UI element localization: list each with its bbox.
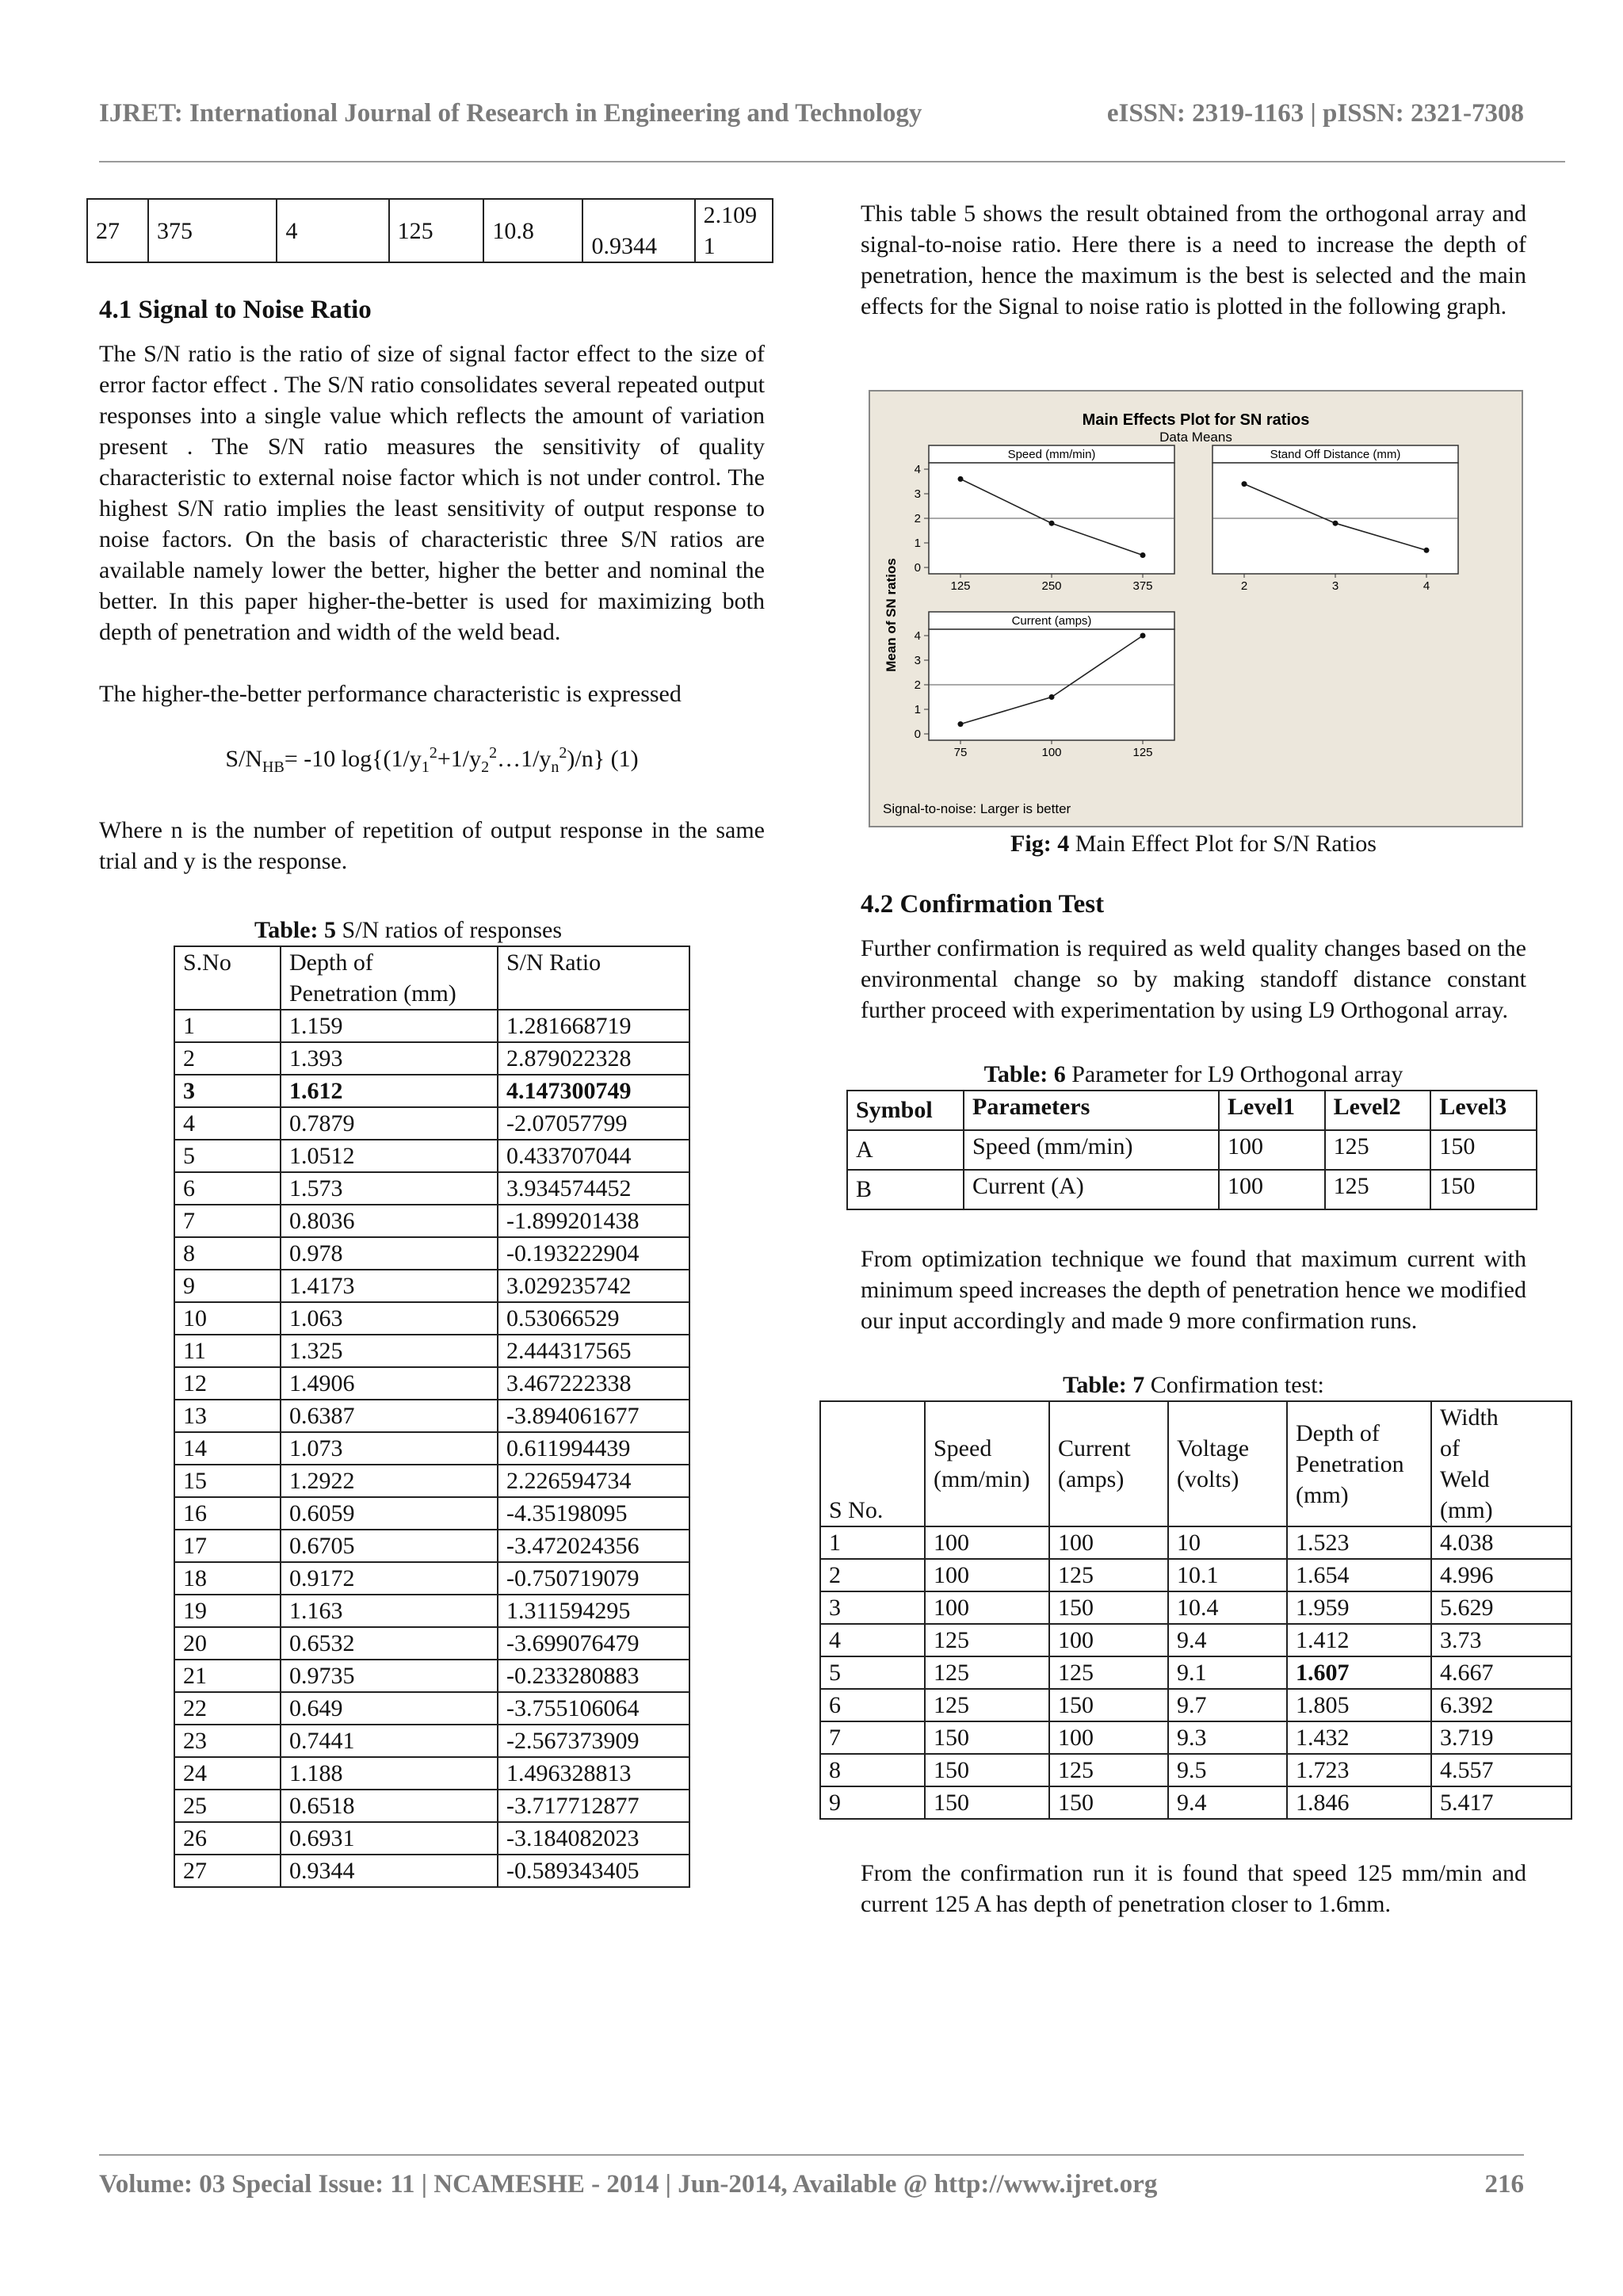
table-cell: 0.6387 <box>281 1400 498 1432</box>
table-cell: -3.717712877 <box>498 1790 689 1822</box>
table-cell: 4 <box>174 1107 281 1140</box>
table-cell: 0.53066529 <box>498 1302 689 1335</box>
x-tick-label: 125 <box>1132 746 1153 759</box>
table-row <box>174 1010 689 1042</box>
table-row <box>87 199 773 262</box>
y-tick-label: 4 <box>914 629 921 643</box>
table-cell: 8 <box>174 1237 281 1270</box>
table-cell: 26 <box>174 1822 281 1855</box>
table-row <box>174 1075 689 1107</box>
table-cell: 10.8 <box>483 199 582 262</box>
table-cell: -0.233280883 <box>498 1660 689 1692</box>
data-point <box>1424 548 1430 553</box>
table6-caption: Table: 6 Parameter for L9 Orthogonal array <box>983 1061 1403 1087</box>
table-cell: 125 <box>1049 1559 1168 1591</box>
table-row <box>174 1660 689 1692</box>
table-cell: 23 <box>174 1725 281 1757</box>
table-cell: 9 <box>174 1270 281 1302</box>
table-cell: 12 <box>174 1367 281 1400</box>
table5 <box>174 946 690 1888</box>
page-number: 216 <box>1484 2170 1524 2199</box>
table-cell: 21 <box>174 1660 281 1692</box>
table-cell: 1 <box>174 1010 281 1042</box>
section-heading-4-2: 4.2 Confirmation Test <box>861 890 1105 919</box>
table-cell: 1.311594295 <box>498 1595 689 1627</box>
table-row <box>174 1335 689 1367</box>
table-cell: 4.557 <box>1431 1754 1571 1786</box>
y-tick-label: 1 <box>914 703 921 716</box>
table-row <box>174 1725 689 1757</box>
table-header: Depth of Penetration (mm) <box>281 946 498 1010</box>
table-cell: 1.393 <box>281 1042 498 1075</box>
table-cell: 150 <box>1049 1786 1168 1819</box>
footer-rule <box>99 2154 1524 2156</box>
table-cell: 7 <box>820 1721 925 1754</box>
table-cell: 150 <box>925 1721 1049 1754</box>
table-cell: 0.6705 <box>281 1530 498 1562</box>
table-cell: 1.496328813 <box>498 1757 689 1790</box>
table-cell: 5.417 <box>1431 1786 1571 1819</box>
table-cell: -2.567373909 <box>498 1725 689 1757</box>
table-cell: 2.879022328 <box>498 1042 689 1075</box>
paragraph: The higher-the-better performance characteristic is expressed <box>99 681 682 707</box>
table-row <box>174 1107 689 1140</box>
table-cell: 125 <box>1049 1754 1168 1786</box>
table-cell: 1.325 <box>281 1335 498 1367</box>
table-cell: 150 <box>1049 1591 1168 1624</box>
table-cell: 100 <box>925 1559 1049 1591</box>
data-point <box>1049 694 1055 700</box>
table-cell: 1.805 <box>1287 1689 1431 1721</box>
table-cell: 1.159 <box>281 1010 498 1042</box>
y-tick-label: 2 <box>914 512 921 525</box>
table-cell: -0.193222904 <box>498 1237 689 1270</box>
x-tick-label: 2 <box>1240 579 1248 593</box>
table-cell: 11 <box>174 1335 281 1367</box>
table-cell: 9.4 <box>1168 1786 1287 1819</box>
table-row <box>174 1400 689 1432</box>
table-header: S.No <box>174 946 281 1010</box>
table-cell: 24 <box>174 1757 281 1790</box>
table-cell: 1.4173 <box>281 1270 498 1302</box>
table-cell: 4.147300749 <box>498 1075 689 1107</box>
table-cell: 5 <box>820 1656 925 1689</box>
table-cell: 0.649 <box>281 1692 498 1725</box>
table-row: A Speed (mm/min) 100 125 150 <box>847 1130 1537 1170</box>
table-header: Level3 <box>1430 1091 1537 1130</box>
y-tick-label: 3 <box>914 654 921 667</box>
table-cell: 1.281668719 <box>498 1010 689 1042</box>
table-cell: 14 <box>174 1432 281 1465</box>
table-row <box>174 1140 689 1172</box>
table-cell: 125 <box>1049 1656 1168 1689</box>
table-cell: 4.038 <box>1431 1526 1571 1559</box>
table-cell: 0.9344 <box>582 199 694 262</box>
table-row <box>174 1172 689 1205</box>
table-row <box>174 1432 689 1465</box>
table-header: Parameters <box>964 1091 1219 1130</box>
y-axis-label: Mean of SN ratios <box>884 558 899 672</box>
table-cell: 1.432 <box>1287 1721 1431 1754</box>
table-cell: 15 <box>174 1465 281 1497</box>
table-cell: 2.226594734 <box>498 1465 689 1497</box>
right-column-lower <box>829 828 1526 1920</box>
table-cell: 10 <box>174 1302 281 1335</box>
table-cell: 100 <box>925 1591 1049 1624</box>
chart-svg <box>870 392 1522 826</box>
journal-title: IJRET: International Journal of Research in Engineering and Technology <box>99 99 922 128</box>
paragraph: From the confirmation run it is found that speed 125 mm/min and current 125 A has depth of penetration closer to 1.6mm. <box>861 1860 1526 1917</box>
table-cell: 375 <box>148 199 277 262</box>
table-row <box>820 1721 1571 1754</box>
data-point <box>1140 633 1146 639</box>
table-cell: 1.573 <box>281 1172 498 1205</box>
table-cell: 0.9344 <box>281 1855 498 1887</box>
table-cell: 6.392 <box>1431 1689 1571 1721</box>
table-cell: 5 <box>174 1140 281 1172</box>
table-cell: 1.2922 <box>281 1465 498 1497</box>
table-row <box>820 1689 1571 1721</box>
table-header: Width of Weld (mm) <box>1431 1401 1571 1526</box>
table-cell: 20 <box>174 1627 281 1660</box>
data-point <box>1140 552 1146 558</box>
table7-caption: Table: 7 Confirmation test: <box>1063 1372 1324 1398</box>
panel-label: Stand Off Distance (mm) <box>1270 448 1401 461</box>
table-cell: 1.723 <box>1287 1754 1431 1786</box>
table-cell: 2.444317565 <box>498 1335 689 1367</box>
table-cell: 125 <box>925 1656 1049 1689</box>
table-cell: 10.1 <box>1168 1559 1287 1591</box>
table-cell: 0.6518 <box>281 1790 498 1822</box>
table-cell: 7 <box>174 1205 281 1237</box>
table-header-row <box>174 946 689 1010</box>
x-tick-label: 100 <box>1041 746 1062 759</box>
table-cell: -3.699076479 <box>498 1627 689 1660</box>
data-point <box>1049 521 1055 526</box>
table-row <box>820 1786 1571 1819</box>
table-cell: 17 <box>174 1530 281 1562</box>
section-heading-4-1: 4.1 Signal to Noise Ratio <box>99 296 372 324</box>
table-row <box>174 1270 689 1302</box>
paragraph: From optimization technique we found that maximum current with minimum speed increases the depth of penetration hence we modified our input accordingly and made 9 more confirmation runs. <box>861 1246 1526 1334</box>
table-cell: 2 <box>174 1042 281 1075</box>
x-tick-label: 375 <box>1132 579 1153 593</box>
table-header-row <box>820 1401 1571 1526</box>
table7 <box>819 1400 1572 1820</box>
paragraph: Where n is the number of repetition of output response in the same trial and y is the response. <box>99 817 765 874</box>
paragraph: Further confirmation is required as weld quality changes based on the environmental change so by making standoff distance constant further proceed with experimentation by using L9 Orthogonal array. <box>861 935 1526 1023</box>
table-row <box>174 1497 689 1530</box>
table-cell: 1.0512 <box>281 1140 498 1172</box>
table-header: Level2 <box>1325 1091 1431 1130</box>
table-row <box>174 1562 689 1595</box>
table-header: S/N Ratio <box>498 946 689 1010</box>
table-cell: 3.934574452 <box>498 1172 689 1205</box>
data-point <box>1333 521 1338 526</box>
table-cell: 16 <box>174 1497 281 1530</box>
y-tick-label: 3 <box>914 487 921 501</box>
y-tick-label: 1 <box>914 537 921 550</box>
table-cell: 4.996 <box>1431 1559 1571 1591</box>
table-header: Speed (mm/min) <box>925 1401 1049 1526</box>
table-cell: 9.1 <box>1168 1656 1287 1689</box>
table-cell: 1.412 <box>1287 1624 1431 1656</box>
table-cell: 0.9172 <box>281 1562 498 1595</box>
header-rule <box>99 161 1565 162</box>
table-cell: 1.654 <box>1287 1559 1431 1591</box>
table-cell: 3.73 <box>1431 1624 1571 1656</box>
table-cell: 5.629 <box>1431 1591 1571 1624</box>
table-header: Symbol <box>847 1091 964 1130</box>
x-tick-label: 3 <box>1331 579 1339 593</box>
y-tick-label: 2 <box>914 678 921 692</box>
table-cell: 1.063 <box>281 1302 498 1335</box>
table-cell: 2 <box>820 1559 925 1591</box>
table-cell: 1.523 <box>1287 1526 1431 1559</box>
table-row <box>174 1367 689 1400</box>
table-row <box>174 1627 689 1660</box>
table-row <box>174 1855 689 1887</box>
table-cell: 1.163 <box>281 1595 498 1627</box>
table-cell: 100 <box>1049 1721 1168 1754</box>
table5-caption: Table: 5 S/N ratios of responses <box>254 917 563 943</box>
table-row <box>820 1754 1571 1786</box>
table-cell: 4 <box>820 1624 925 1656</box>
table-cell: 0.8036 <box>281 1205 498 1237</box>
table-cell: 100 <box>925 1526 1049 1559</box>
figure-caption: Fig: 4 Main Effect Plot for S/N Ratios <box>1010 831 1377 857</box>
table-cell: 100 <box>1049 1526 1168 1559</box>
chart-footnote: Signal-to-noise: Larger is better <box>883 801 1071 816</box>
chart-subtitle: Data Means <box>1159 430 1232 445</box>
table-row <box>174 1205 689 1237</box>
panel-label: Current (amps) <box>1011 614 1092 628</box>
table-cell: 1 <box>820 1526 925 1559</box>
table-cell: 13 <box>174 1400 281 1432</box>
right-column <box>861 198 1526 322</box>
table-header: Voltage (volts) <box>1168 1401 1287 1526</box>
table-row <box>820 1624 1571 1656</box>
table-cell: -3.472024356 <box>498 1530 689 1562</box>
table-cell: 3.029235742 <box>498 1270 689 1302</box>
table-row <box>174 1237 689 1270</box>
table-row <box>174 1822 689 1855</box>
table-row <box>174 1595 689 1627</box>
x-tick-label: 250 <box>1041 579 1062 593</box>
table-cell: 150 <box>925 1754 1049 1786</box>
chart-title: Main Effects Plot for SN ratios <box>1082 411 1310 429</box>
table-cell: 0.6931 <box>281 1822 498 1855</box>
table-cell: 0.611994439 <box>498 1432 689 1465</box>
table-cell: 25 <box>174 1790 281 1822</box>
table-cell: 150 <box>925 1786 1049 1819</box>
table-cell: -4.35198095 <box>498 1497 689 1530</box>
table-cell: 8 <box>820 1754 925 1786</box>
table-cell: -0.589343405 <box>498 1855 689 1887</box>
table-cell: 0.7879 <box>281 1107 498 1140</box>
table-cell: -2.07057799 <box>498 1107 689 1140</box>
table-cell: 9.5 <box>1168 1754 1287 1786</box>
table-row <box>174 1757 689 1790</box>
table-cell: 0.7441 <box>281 1725 498 1757</box>
table-cell: 10.4 <box>1168 1591 1287 1624</box>
table-cell: 3.467222338 <box>498 1367 689 1400</box>
table-cell: 1.612 <box>281 1075 498 1107</box>
table-cell: 1.073 <box>281 1432 498 1465</box>
table-cell: 1.607 <box>1287 1656 1431 1689</box>
table-cell: -3.184082023 <box>498 1822 689 1855</box>
table-cell: 3 <box>820 1591 925 1624</box>
table-row <box>174 1790 689 1822</box>
table-cell: 4 <box>277 199 388 262</box>
left-column <box>96 198 765 1888</box>
table-cell: 0.9735 <box>281 1660 498 1692</box>
table-cell: 0.6059 <box>281 1497 498 1530</box>
table-cell: 6 <box>820 1689 925 1721</box>
table-row <box>174 1465 689 1497</box>
data-point <box>958 476 964 482</box>
x-tick-label: 4 <box>1423 579 1430 593</box>
table-row <box>174 1692 689 1725</box>
table-row <box>174 1302 689 1335</box>
table-cell: 3 <box>174 1075 281 1107</box>
table-header: S No. <box>820 1401 925 1526</box>
table-row <box>820 1591 1571 1624</box>
table-cell: 0.433707044 <box>498 1140 689 1172</box>
x-tick-label: 75 <box>953 746 968 759</box>
table-cell: 10 <box>1168 1526 1287 1559</box>
table-cell: 22 <box>174 1692 281 1725</box>
table-header: Level1 <box>1219 1091 1325 1130</box>
table-cell: 19 <box>174 1595 281 1627</box>
table-row <box>174 1042 689 1075</box>
table-cell: -1.899201438 <box>498 1205 689 1237</box>
table-row <box>820 1656 1571 1689</box>
table-row: B Current (A) 100 125 150 <box>847 1170 1537 1209</box>
paragraph: This table 5 shows the result obtained from the orthogonal array and signal-to-noise ratio. Here there is a need to increase the depth of penetration, hence the maximum is the best is selected and the main effects for the Signal to noise ratio is plotted in the following graph. <box>861 201 1526 319</box>
table-cell: 125 <box>389 199 484 262</box>
table-cell: 6 <box>174 1172 281 1205</box>
table-continued <box>86 198 773 263</box>
table-cell: 27 <box>87 199 148 262</box>
issn: eISSN: 2319-1163 | pISSN: 2321-7308 <box>1106 99 1524 128</box>
table-cell: 100 <box>1049 1624 1168 1656</box>
table-cell: 150 <box>1049 1689 1168 1721</box>
table-header: Depth of Penetration (mm) <box>1287 1401 1431 1526</box>
table-cell: 9.4 <box>1168 1624 1287 1656</box>
table-row <box>174 1530 689 1562</box>
y-tick-label: 0 <box>914 561 921 575</box>
table-cell: 1.4906 <box>281 1367 498 1400</box>
table-cell: 18 <box>174 1562 281 1595</box>
table-cell: 1.188 <box>281 1757 498 1790</box>
table-cell: 9.3 <box>1168 1721 1287 1754</box>
table-cell: -3.755106064 <box>498 1692 689 1725</box>
table-cell: 125 <box>925 1624 1049 1656</box>
table-row <box>820 1559 1571 1591</box>
data-point <box>1242 481 1247 487</box>
table-header-row <box>847 1091 1537 1130</box>
table-cell: 27 <box>174 1855 281 1887</box>
table-cell: 3.719 <box>1431 1721 1571 1754</box>
table-cell: 125 <box>925 1689 1049 1721</box>
x-tick-label: 125 <box>950 579 971 593</box>
table-header: Current (amps) <box>1049 1401 1168 1526</box>
table-cell: 9 <box>820 1786 925 1819</box>
y-tick-label: 0 <box>914 728 921 741</box>
table-cell: -3.894061677 <box>498 1400 689 1432</box>
data-point <box>958 721 964 727</box>
main-effects-chart <box>869 390 1523 827</box>
issue-info: Volume: 03 Special Issue: 11 | NCAMESHE - 2014 | Jun-2014, Available @ http://www.ijret.org <box>99 2170 1158 2199</box>
table-cell: 0.978 <box>281 1237 498 1270</box>
paragraph: The S/N ratio is the ratio of size of signal factor effect to the size of error factor effect . The S/N ratio consolidates several repeated output responses into a single value which reflects the amount of variation present . The S/N ratio measures the sensitivity of quality characteristic to external noise factor which is not under control. The highest S/N ratio implies the least sensitivity of output response to noise factors. On the basis of characteristic three S/N ratios are available namely lower the better, higher the better and nominal the better. In this paper higher-the-better is used for maximizing both depth of penetration and width of the weld bead. <box>99 341 765 645</box>
table-cell: 4.667 <box>1431 1656 1571 1689</box>
table-cell: 2.109 1 <box>695 199 773 262</box>
table-cell: 1.959 <box>1287 1591 1431 1624</box>
table-cell: -0.750719079 <box>498 1562 689 1595</box>
table6 <box>846 1090 1537 1210</box>
y-tick-label: 4 <box>914 463 921 476</box>
equation: $S/N_{HB}= -10$ $\log\{(1/y_1^2+1/y_2^2\dots 1/y_n^2)/n\}$ (1) <box>225 744 639 776</box>
table-row <box>820 1526 1571 1559</box>
panel-label: Speed (mm/min) <box>1007 448 1096 461</box>
table-cell: 0.6532 <box>281 1627 498 1660</box>
table-cell: 1.846 <box>1287 1786 1431 1819</box>
table-cell: 9.7 <box>1168 1689 1287 1721</box>
